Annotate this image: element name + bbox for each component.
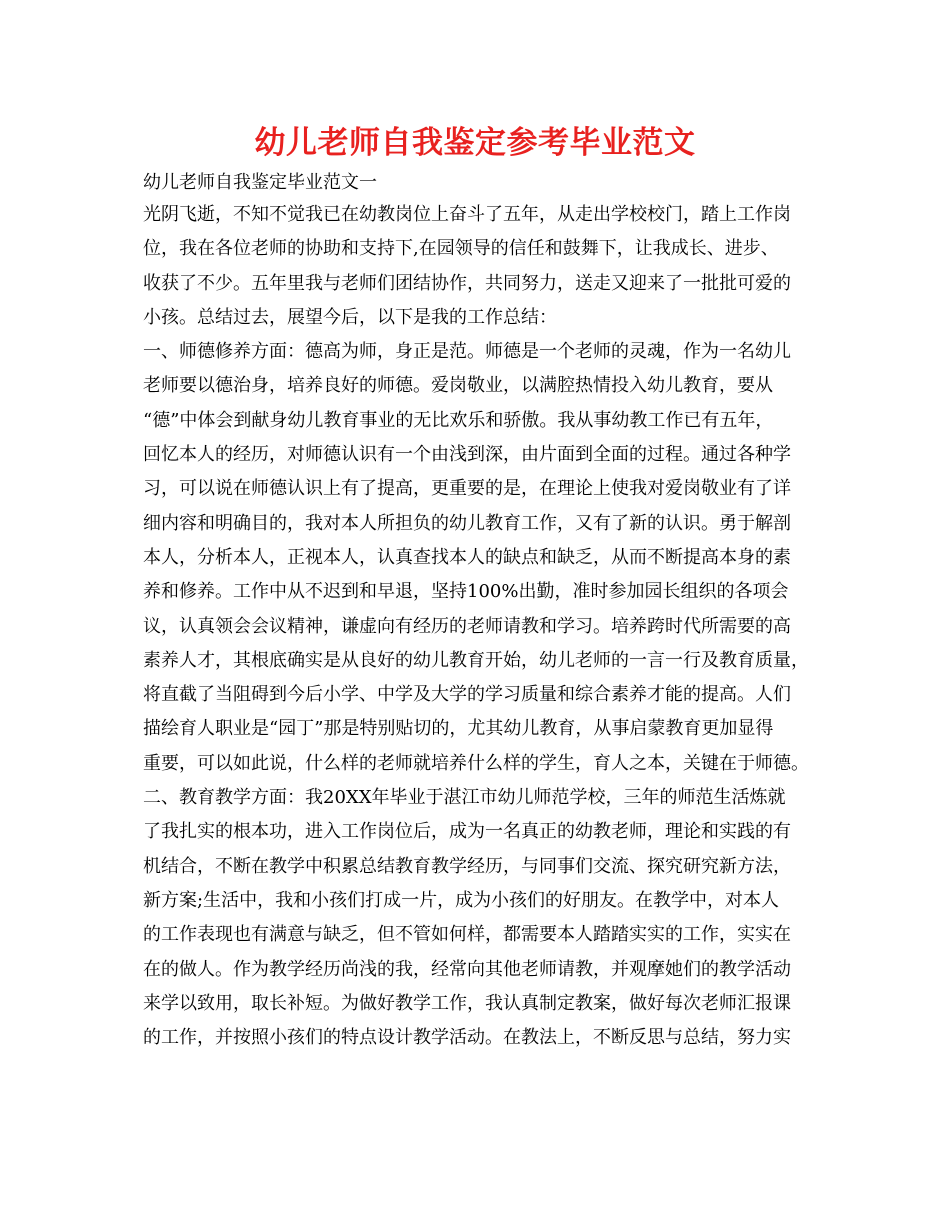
- body-line: “德”中体会到献身幼儿教育事业的无比欢乐和骄傲。我从事幼教工作已有五年，: [143, 409, 774, 431]
- body-line: 位，我在各位老师的协助和支持下,在园领导的信任和鼓舞下，让我成长、进步、: [143, 238, 779, 260]
- body-line: 习，可以说在师德认识上有了提高，更重要的是，在理论上使我对爱岗敬业有了详: [143, 478, 791, 500]
- body-line: 新方案;生活中，我和小孩们打成一片，成为小孩们的好朋友。在教学中，对本人: [143, 889, 780, 911]
- body-line: 素养人才，其根底确实是从良好的幼儿教育开始，幼儿老师的一言一行及教育质量，: [143, 649, 809, 671]
- body-line: 光阴飞逝，不知不觉我已在幼教岗位上奋斗了五年，从走出学校校门，踏上工作岗: [143, 204, 791, 225]
- body-line: 重要，可以如此说，什么样的老师就培养什么样的学生，育人之本，关键在于师德。: [143, 752, 809, 774]
- body-line: 一、师德修养方面：德高为师，身正是范。师德是一个老师的灵魂，作为一名幼儿: [143, 341, 791, 363]
- body-line: 来学以致用，取长补短。为做好教学工作，我认真制定教案，做好每次老师汇报课: [143, 992, 791, 1014]
- body-line: 细内容和明确目的，我对本人所担负的幼儿教育工作，又有了新的认识。勇于解剖: [143, 512, 791, 534]
- document-title: 幼儿老师自我鉴定参考毕业范文: [254, 125, 696, 161]
- body-line: 的工作表现也有满意与缺乏，但不管如何样，都需要本人踏踏实实的工作，实实在: [143, 924, 791, 946]
- document-subtitle: 幼儿老师自我鉴定毕业范文一: [143, 172, 377, 193]
- body-line: 描绘育人职业是“园丁”那是特别贴切的，尤其幼儿教育，从事启蒙教育更加显得: [143, 718, 774, 740]
- body-line: 了我扎实的根本功，进入工作岗位后，成为一名真正的幼教老师，理论和实践的有: [143, 821, 791, 843]
- body-line: 的工作，并按照小孩们的特点设计教学活动。在教法上，不断反思与总结，努力实: [143, 1027, 791, 1049]
- body-line: 养和修养。工作中从不迟到和早退，坚持100%出勤，准时参加园长组织的各项会: [143, 581, 789, 603]
- body-line: 机结合，不断在教学中积累总结教育教学经历，与同事们交流、探究研究新方法，: [143, 855, 791, 877]
- body-line: 二、教育教学方面：我20XX年毕业于湛江市幼儿师范学校，三年的师范生活炼就: [143, 787, 786, 809]
- document-body: [143, 198, 833, 1055]
- body-line: 在的做人。作为教学经历尚浅的我，经常向其他老师请教，并观摩她们的教学活动: [143, 958, 791, 980]
- body-line: 老师要以德治身，培养良好的师德。爱岗敬业，以满腔热情投入幼儿教育，要从: [143, 375, 773, 397]
- body-line: 议，认真领会会议精神，谦虚向有经历的老师请教和学习。培养跨时代所需要的高: [143, 615, 791, 637]
- body-line: 小孩。总结过去，展望今后，以下是我的工作总结：: [143, 306, 557, 328]
- body-line: 收获了不少。五年里我与老师们团结协作，共同努力，送走又迎来了一批批可爱的: [143, 272, 791, 294]
- body-line: 本人，分析本人，正视本人，认真查找本人的缺点和缺乏，从而不断提高本身的素: [143, 546, 791, 568]
- body-line: 回忆本人的经历，对师德认识有一个由浅到深，由片面到全面的过程。通过各种学: [143, 444, 791, 466]
- body-line: 将直截了当阻碍到今后小学、中学及大学的学习质量和综合素养才能的提高。人们: [143, 684, 791, 706]
